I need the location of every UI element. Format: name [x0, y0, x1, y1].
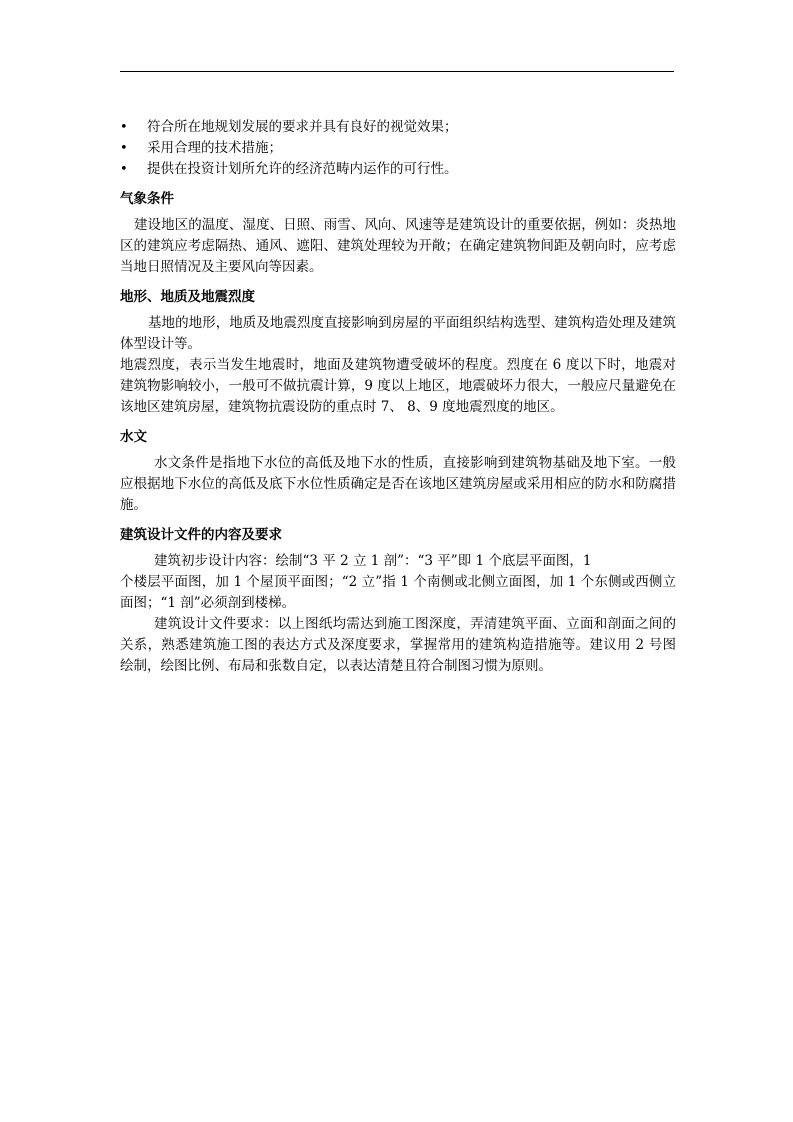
section-heading-terrain: 地形、地质及地震烈度	[120, 289, 255, 305]
list-item	[120, 138, 676, 159]
bullet-icon: •	[120, 162, 128, 177]
section-heading-hydro: 水文	[120, 429, 147, 445]
design-docs-paragraph-1: 建筑初步设计内容：绘制“3 平 2 立 1 剖”：“3 平”即 1 个底层平面图，1	[154, 553, 592, 569]
bullet-icon: •	[120, 141, 128, 156]
list-item-text: 采用合理的技术措施；	[147, 140, 282, 156]
section-heading-design-docs: 建筑设计文件的内容及要求	[120, 527, 282, 543]
climate-paragraph: 建设地区的温度、湿度、日照、雨雪、风向、风速等是建筑设计的重要依据，例如：炎热地区的建筑应考虑隔热、通风、遮阳、建筑处理较为开敞；在确定建筑物间距及朝向时，应考虑当地日照情况及主要风向等因素。	[120, 217, 676, 275]
list-item	[120, 117, 676, 138]
bullet-list	[120, 117, 676, 180]
list-item	[120, 159, 676, 180]
list-item-text: 符合所在地规划发展的要求并具有良好的视觉效果；	[147, 119, 458, 135]
list-item-text: 提供在投资计划所允许的经济范畴内运作的可行性。	[147, 161, 458, 177]
header-rule	[120, 71, 674, 72]
document-body	[120, 117, 676, 677]
section-heading-climate: 气象条件	[120, 191, 174, 207]
terrain-paragraph-2: 地震烈度，表示当发生地震时，地面及建筑物遭受破坏的程度。烈度在 6 度以下时，地震对建筑物影响较小，一般可不做抗震计算，9 度以上地区，地震破坏力很大，一般应尺量避免在该地区建筑房屋，建筑物抗震设防的重点时 7、 8、9 度地震烈度的地区。	[120, 357, 676, 415]
design-docs-paragraph-2: 个楼层平面图，加 1 个屋顶平面图；“2 立”指 1 个南侧或北侧立面图，加 1 个东侧或西侧立面图；“1 剖”必须剖到楼梯。	[120, 574, 676, 611]
bullet-icon: •	[120, 120, 128, 135]
design-docs-paragraph-3: 建筑设计文件要求：以上图纸均需达到施工图深度，弄清建筑平面、立面和剖面之间的关系，熟悉建筑施工图的表达方式及深度要求，掌握常用的建筑构造措施等。建议用 2 号图绘制，绘图比例、布局和张数自定，以表达清楚且符合制图习惯为原则。	[120, 616, 676, 674]
hydro-paragraph: 水文条件是指地下水位的高低及地下水的性质，直接影响到建筑物基础及地下室。一般应根据地下水位的高低及底下水位性质确定是否在该地区建筑房屋或采用相应的防水和防腐措施。	[120, 455, 676, 513]
terrain-paragraph-1: 基地的地形，地质及地震烈度直接影响到房屋的平面组织结构选型、建筑构造处理及建筑体型设计等。	[120, 315, 676, 352]
